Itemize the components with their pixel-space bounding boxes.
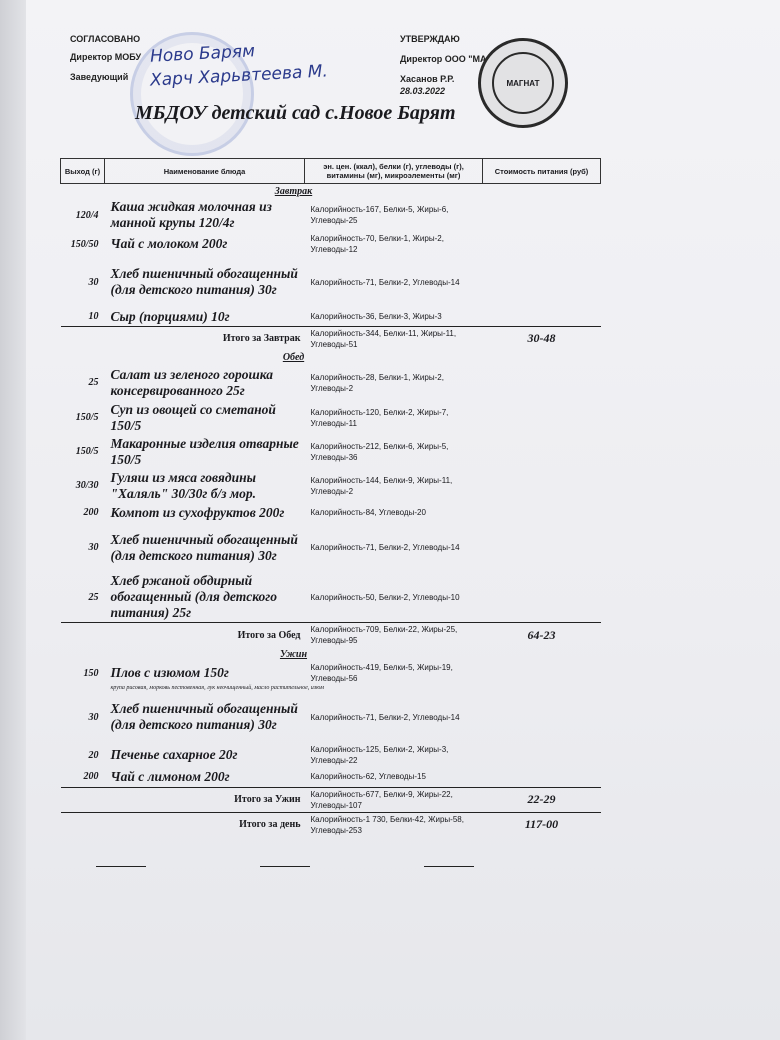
day-total-row: [61, 812, 601, 837]
item-nutrition: Калорийность-120, Белки-2, Жиры-7, Углеводы-11: [310, 407, 449, 428]
approval-left-head: Заведующий: [70, 72, 129, 82]
day-total-label: Итого за день: [61, 812, 305, 837]
item-name: Хлеб ржаной обдирный обогащенный (для детского питания) 25г: [110, 573, 278, 621]
item-name: Макаронные изделия отварные 150/5: [110, 435, 299, 467]
item-nutrition: Калорийность-28, Белки-1, Жиры-2, Углеводы-2: [310, 372, 444, 393]
item-output: 150/50: [70, 238, 99, 250]
item-nutrition: Калорийность-167, Белки-5, Жиры-6, Углеводы-25: [310, 205, 449, 225]
section-total-label: Итого за Завтрак: [61, 326, 305, 351]
page-edge: [0, 0, 26, 1040]
signature-line: [260, 866, 310, 867]
signature-line: [96, 866, 146, 867]
section-title: Ужин: [279, 648, 308, 660]
item-output: 150: [83, 667, 99, 679]
section-title: Завтрак: [274, 185, 313, 197]
table-row: [61, 743, 601, 767]
item-nutrition: Калорийность-84, Углеводы-20: [310, 508, 426, 517]
signature-line: [424, 866, 474, 867]
item-nutrition: Калорийность-71, Белки-2, Углеводы-14: [310, 277, 460, 287]
item-name: Гуляш из мяса говядины "Халяль" 30/30г б/з мор.: [110, 469, 256, 501]
approval-right-title: УТВЕРЖДАЮ: [400, 34, 460, 44]
header-output: Выход (г): [61, 159, 105, 184]
item-output: 30: [88, 542, 99, 553]
item-output: 30: [88, 276, 99, 288]
item-name: Хлеб пшеничный обогащенный (для детского питания) 30г: [110, 701, 298, 732]
document-title: МБДОУ детский сад с.Новое Барят: [135, 102, 456, 124]
table-row: [61, 308, 601, 326]
approval-right-date: 28.03.2022: [400, 86, 446, 96]
head-signature: Харч Харьвтеева М.: [149, 61, 329, 91]
item-nutrition: Калорийность-212, Белки-6, Жиры-5, Углеводы-36: [310, 441, 449, 462]
item-note: крупа рисовая, морковь пестовенная, лук неочищенный, масло растительное, изюм: [110, 685, 324, 691]
section-total-label: Итого за Ужин: [61, 787, 305, 812]
item-nutrition: Калорийность-50, Белки-2, Углеводы-10: [310, 592, 460, 602]
table-row: [61, 469, 601, 503]
item-nutrition: Калорийность-125, Белки-2, Жиры-3, Углеводы-22: [310, 745, 449, 765]
item-output: 20: [88, 749, 99, 761]
table-row: [61, 232, 601, 256]
header-name: Наименование блюда: [105, 159, 305, 184]
section-total-row: [61, 787, 601, 812]
table-row: [61, 767, 601, 787]
table-row: [61, 435, 601, 469]
section-total-row: [61, 326, 601, 351]
section-title: Обед: [282, 352, 305, 363]
item-name: Печенье сахарное 20г: [110, 747, 238, 762]
approval-right-name: Хасанов Р.Р.: [400, 74, 455, 84]
day-total-nutrition: Калорийность-1 730, Белки-42, Жиры-58, Углеводы-253: [305, 812, 483, 837]
approval-right-director: Директор ООО "МА: [400, 54, 487, 64]
item-nutrition: Калорийность-71, Белки-2, Углеводы-14: [310, 543, 460, 552]
section-total-nutrition: Калорийность-709, Белки-22, Жиры-25, Углеводы-95: [305, 623, 483, 648]
item-name: Чай с лимоном 200г: [110, 768, 230, 784]
item-name: Компот из сухофруктов 200г: [110, 504, 285, 520]
section-total-label: Итого за Обед: [61, 623, 305, 648]
item-output: 120/4: [75, 209, 99, 221]
item-name: Хлеб пшеничный обогащенный (для детского питания) 30г: [110, 531, 298, 563]
table-row: [61, 523, 601, 573]
section-total-nutrition: Калорийность-344, Белки-11, Жиры-11, Углеводы-51: [305, 326, 483, 351]
item-output: 10: [88, 311, 99, 323]
table-row: [61, 198, 601, 232]
item-name: Суп из овощей со сметаной 150/5: [110, 401, 276, 433]
item-name: Хлеб пшеничный обогащенный (для детского питания) 30г: [110, 266, 298, 297]
item-name: Сыр (порциями) 10г: [110, 308, 230, 324]
approval-left-title: СОГЛАСОВАНО: [70, 34, 141, 44]
section-row: [61, 184, 601, 199]
item-output: 30: [88, 711, 99, 723]
item-output: 200: [83, 771, 99, 783]
section-row: [61, 647, 601, 661]
section-row: [61, 351, 601, 365]
item-nutrition: Калорийность-71, Белки-2, Углеводы-14: [310, 712, 460, 722]
header-cost: Стоимость питания (руб): [483, 159, 601, 184]
item-name: Плов с изюмом 150г: [110, 665, 229, 680]
approval-left-director: Директор МОБУ: [70, 52, 142, 62]
item-output: 30/30: [75, 480, 99, 491]
table-row: [61, 256, 601, 308]
section-total-cost: 64-23: [483, 623, 601, 648]
item-output: 150/5: [75, 412, 99, 423]
item-nutrition: Калорийность-36, Белки-3, Жиры-3: [310, 312, 442, 322]
header-nutrition: эн. цен. (ккал), белки (г), углеводы (г), витамины (мг), микроэлементы (мг): [305, 159, 483, 184]
section-total-nutrition: Калорийность-677, Белки-9, Жиры-22, Углеводы-107: [305, 787, 483, 812]
table-row: [61, 691, 601, 743]
day-total-cost: 117-00: [483, 812, 601, 837]
item-nutrition: Калорийность-62, Углеводы-15: [310, 772, 426, 782]
table-row: [61, 661, 601, 685]
table-row: [61, 503, 601, 523]
item-output: 25: [88, 377, 99, 388]
menu-table: [60, 158, 601, 837]
section-total-cost: 30-48: [483, 326, 601, 351]
section-total-row: [61, 623, 601, 648]
item-nutrition: Калорийность-419, Белки-5, Жиры-19, Углеводы-56: [310, 663, 453, 683]
item-name: Каша жидкая молочная из манной крупы 120/4г: [110, 199, 272, 230]
table-row: [61, 573, 601, 623]
item-output: 150/5: [75, 446, 99, 457]
company-stamp-text: МАГНАТ: [492, 52, 554, 114]
item-output: 25: [88, 591, 99, 603]
item-output: 200: [83, 507, 99, 518]
item-name: Чай с молоком 200г: [110, 236, 228, 251]
item-name: Салат из зеленого горошка консервированного 25г: [110, 366, 273, 398]
item-nutrition: Калорийность-70, Белки-1, Жиры-2, Углеводы-12: [310, 234, 444, 254]
table-header-row: [61, 159, 601, 184]
section-total-cost: 22-29: [483, 787, 601, 812]
table-row: [61, 365, 601, 401]
table-row: [61, 401, 601, 435]
director-signature: Ново Барям: [149, 41, 256, 67]
item-nutrition: Калорийность-144, Белки-9, Жиры-11, Углеводы-2: [310, 475, 453, 496]
company-stamp: [478, 38, 568, 128]
